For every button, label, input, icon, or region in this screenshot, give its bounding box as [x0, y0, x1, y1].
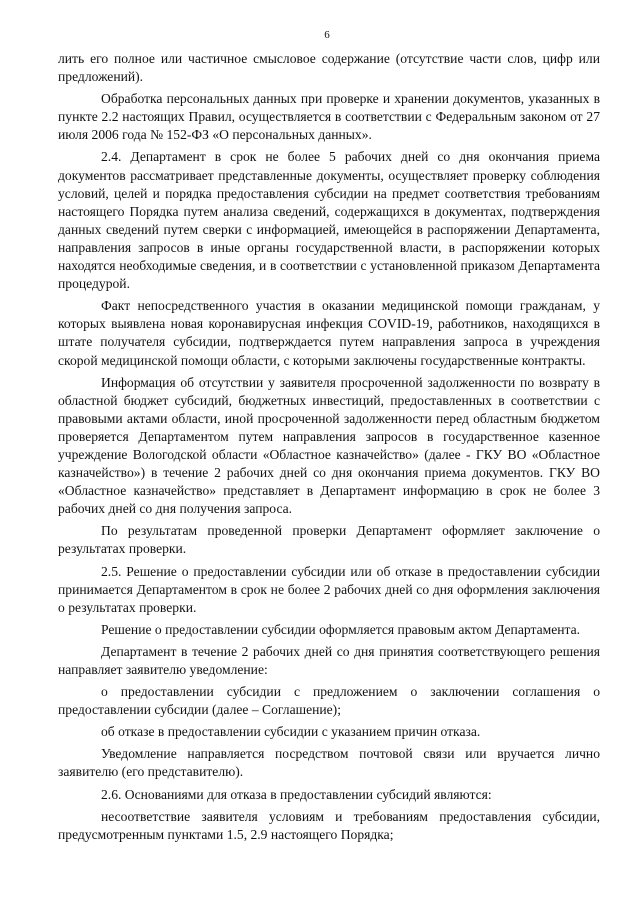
- paragraph-grant-offer: о предоставлении субсидии с предложением о заключении соглашения о предоставлении субсидии (далее – Соглашение);: [58, 684, 600, 718]
- document-body: [58, 50, 600, 844]
- page-number: 6: [324, 29, 330, 41]
- paragraph-refusal: об отказе в предоставлении субсидии с указанием причин отказа.: [101, 724, 481, 740]
- paragraph-nonconformity: несоответствие заявителя условиям и требованиям предоставления субсидии, предусмотренным пунктами 1.5, 2.9 настоящего Порядка;: [58, 808, 600, 842]
- paragraph-conclusion: По результатам проведенной проверки Департамент оформляет заключение о результатах проверки.: [58, 523, 600, 557]
- paragraph-2-4: 2.4. Департамент в срок не более 5 рабочих дней со дня окончания приема документов рассматривает представленные документы, осуществляет проверку соблюдения условий, целей и порядка предоставления субсидии на предмет соответствия требованиям настоящего Порядка путем анализа сведений, содержащихся в документах, подтверждения данных сведений путем сверки с информацией, имеющейся в распоряжении Департамента, направления запросов в иные органы государственной власти, в распоряжении которых находятся необходимые сведения, и в соответствии с установленной приказом Департамента процедурой.: [58, 149, 600, 292]
- paragraph-2-6: 2.6. Основаниями для отказа в предоставлении субсидий являются:: [101, 786, 492, 802]
- paragraph-debt-check: Информация об отсутствии у заявителя просроченной задолженности по возврату в областной бюджет субсидий, бюджетных инвестиций, предоставленных в соответствии с правовыми актами области, иной просроченной задолженности перед областным бюджетом проверяется Департаментом путем направления запросов в государственное казенное учреждение Вологодской области «Областное казначейство» (далее - ГКУ ВО «Областное казначейство») в течение 2 рабочих дней со дня окончания приема документов. ГКУ ВО «Областное казначейство» представляет в Департамент информацию в срок не более 3 рабочих дней со дня получения запроса.: [58, 374, 600, 517]
- paragraph-delivery: Уведомление направляется посредством почтовой связи или вручается лично заявителю (его представителю).: [58, 746, 600, 780]
- paragraph-covid-participation: Факт непосредственного участия в оказании медицинской помощи гражданам, у которых выявлена новая коронавирусная инфекция COVID-19, работников, находящихся в штате получателя субсидии, подтверждается путем направления запроса в учреждения скорой медицинской помощи области, с которыми заключены государственные контракты.: [58, 298, 600, 368]
- paragraph-legal-act: Решение о предоставлении субсидии оформляется правовым актом Департамента.: [101, 621, 581, 637]
- paragraph-continuation: лить его полное или частичное смысловое содержание (отсутствие части слов, цифр или предложений).: [58, 51, 600, 85]
- paragraph-notification: Департамент в течение 2 рабочих дней со дня принятия соответствующего решения направляет заявителю уведомление:: [58, 643, 600, 677]
- paragraph-personal-data: Обработка персональных данных при проверке и хранении документов, указанных в пункте 2.2 настоящих Правил, осуществляется в соответствии с Федеральным законом от 27 июля 2006 года № 152-ФЗ «О персональных данных».: [58, 91, 600, 143]
- paragraph-2-5: 2.5. Решение о предоставлении субсидии или об отказе в предоставлении субсидии принимается Департаментом в срок не более 2 рабочих дней со дня оформления заключения о результатах проверки.: [58, 563, 600, 615]
